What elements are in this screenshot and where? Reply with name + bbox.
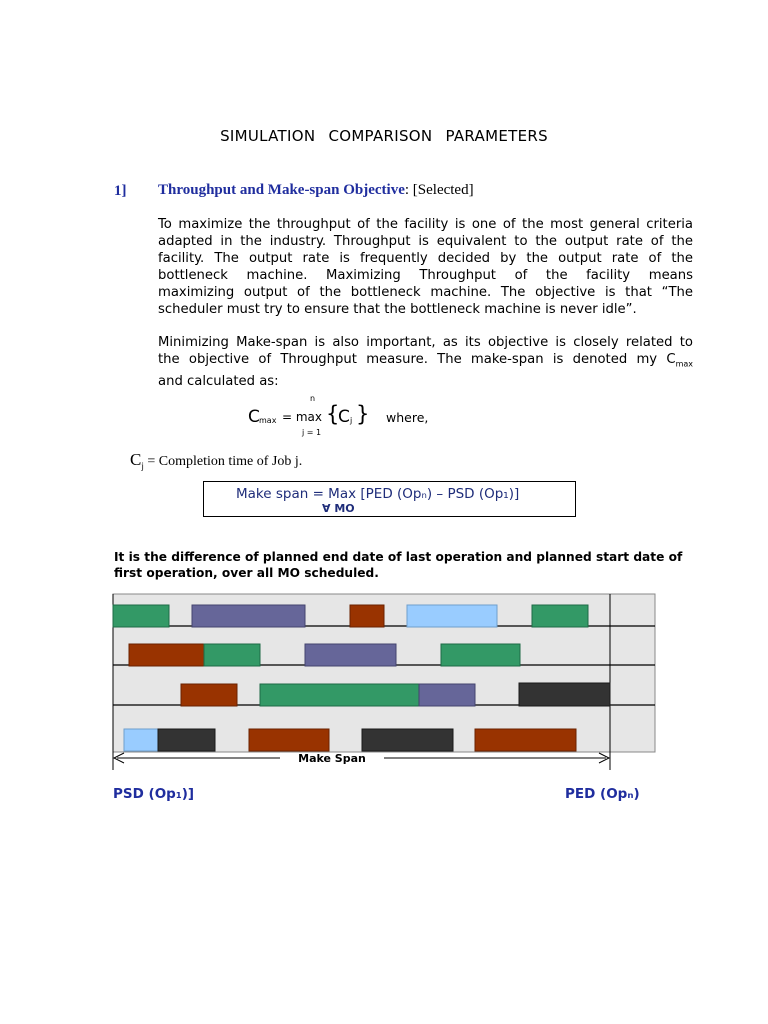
paragraph-line: and calculated as: bbox=[158, 373, 279, 389]
gantt-task-bar bbox=[519, 683, 610, 706]
gantt-task-bar bbox=[362, 729, 453, 751]
formula-term: C bbox=[338, 407, 350, 427]
gantt-chart bbox=[108, 590, 668, 770]
throughput-paragraph bbox=[158, 216, 693, 318]
section-heading-rest: : [Selected] bbox=[404, 182, 474, 198]
gantt-task-bar bbox=[113, 605, 169, 627]
formula-where: where, bbox=[386, 410, 429, 425]
cj-subscript: j bbox=[141, 460, 144, 471]
gantt-task-bar bbox=[249, 729, 329, 751]
paragraph-text: the objective of Throughput measure. The make-span is denoted my C bbox=[158, 352, 676, 367]
makespan-label: Make Span bbox=[298, 752, 366, 765]
cmax-subscript: max bbox=[675, 359, 693, 369]
gantt-task-bar bbox=[260, 684, 419, 706]
gantt-task-bar bbox=[305, 644, 396, 666]
section-heading bbox=[158, 182, 474, 199]
paragraph-line: scheduler must try to ensure that the bottleneck machine is never idle”. bbox=[158, 302, 637, 317]
paragraph-line: Minimizing Make-span is also important, as its objective is closely related to bbox=[158, 335, 693, 350]
formula-max: = max bbox=[282, 410, 323, 424]
section-number: 1] bbox=[114, 183, 127, 199]
cj-definition bbox=[130, 450, 302, 471]
formula-lhs-sub: max bbox=[259, 416, 277, 425]
gantt-task-bar bbox=[407, 605, 497, 627]
formula-term-sub: j bbox=[350, 416, 353, 425]
cj-symbol: C bbox=[130, 450, 142, 469]
gantt-task-bar bbox=[441, 644, 520, 666]
section-heading-bold: Throughput and Make-span Objective bbox=[158, 182, 405, 198]
paragraph-line bbox=[158, 351, 693, 373]
gantt-task-bar bbox=[181, 684, 237, 706]
paragraph-line: facility. The output rate is frequently decided by the output rate of the bbox=[158, 251, 693, 266]
paragraph-line: maximizing output of the bottleneck machine. The objective is that “The bbox=[158, 285, 693, 300]
makespan-formula-box bbox=[203, 481, 576, 517]
cj-text: = Completion time of Job j. bbox=[143, 454, 303, 469]
gantt-task-bar bbox=[204, 644, 260, 666]
paragraph-line: To maximize the throughput of the facility is one of the most general criteria bbox=[158, 217, 693, 232]
makespan-formula-condition: ∀ MO bbox=[322, 502, 355, 515]
gantt-task-bar bbox=[129, 644, 204, 666]
formula-upper-limit: n bbox=[310, 394, 316, 403]
formula-lower-limit: j = 1 bbox=[302, 428, 322, 437]
gantt-task-bar bbox=[419, 684, 475, 706]
makespan-formula: Make span = Max [PED (Opₙ) – PSD (Op₁)] bbox=[236, 486, 520, 502]
paragraph-line: bottleneck machine. Maximizing Throughput of the facility means bbox=[158, 268, 693, 283]
formula-brace-close: } bbox=[356, 402, 370, 426]
page-title: SIMULATION COMPARISON PARAMETERS bbox=[220, 127, 548, 145]
gantt-task-bar bbox=[158, 729, 215, 751]
gantt-task-bar bbox=[350, 605, 384, 627]
gantt-task-bar bbox=[475, 729, 576, 751]
gantt-task-bar bbox=[124, 729, 158, 751]
makespan-description: It is the difference of planned end date of last operation and planned start date of first operation, over all MO scheduled. bbox=[114, 550, 683, 580]
gantt-task-bar bbox=[532, 605, 588, 627]
psd-label: PSD (Op₁)] bbox=[113, 786, 195, 802]
ped-label: PED (Opₙ) bbox=[565, 786, 640, 802]
formula-lhs: C bbox=[248, 407, 260, 427]
paragraph-line: adapted in the industry. Throughput is equivalent to the output rate of the bbox=[158, 234, 693, 249]
formula-brace-open: { bbox=[326, 402, 340, 426]
makespan-paragraph bbox=[158, 334, 693, 390]
gantt-task-bar bbox=[192, 605, 305, 627]
